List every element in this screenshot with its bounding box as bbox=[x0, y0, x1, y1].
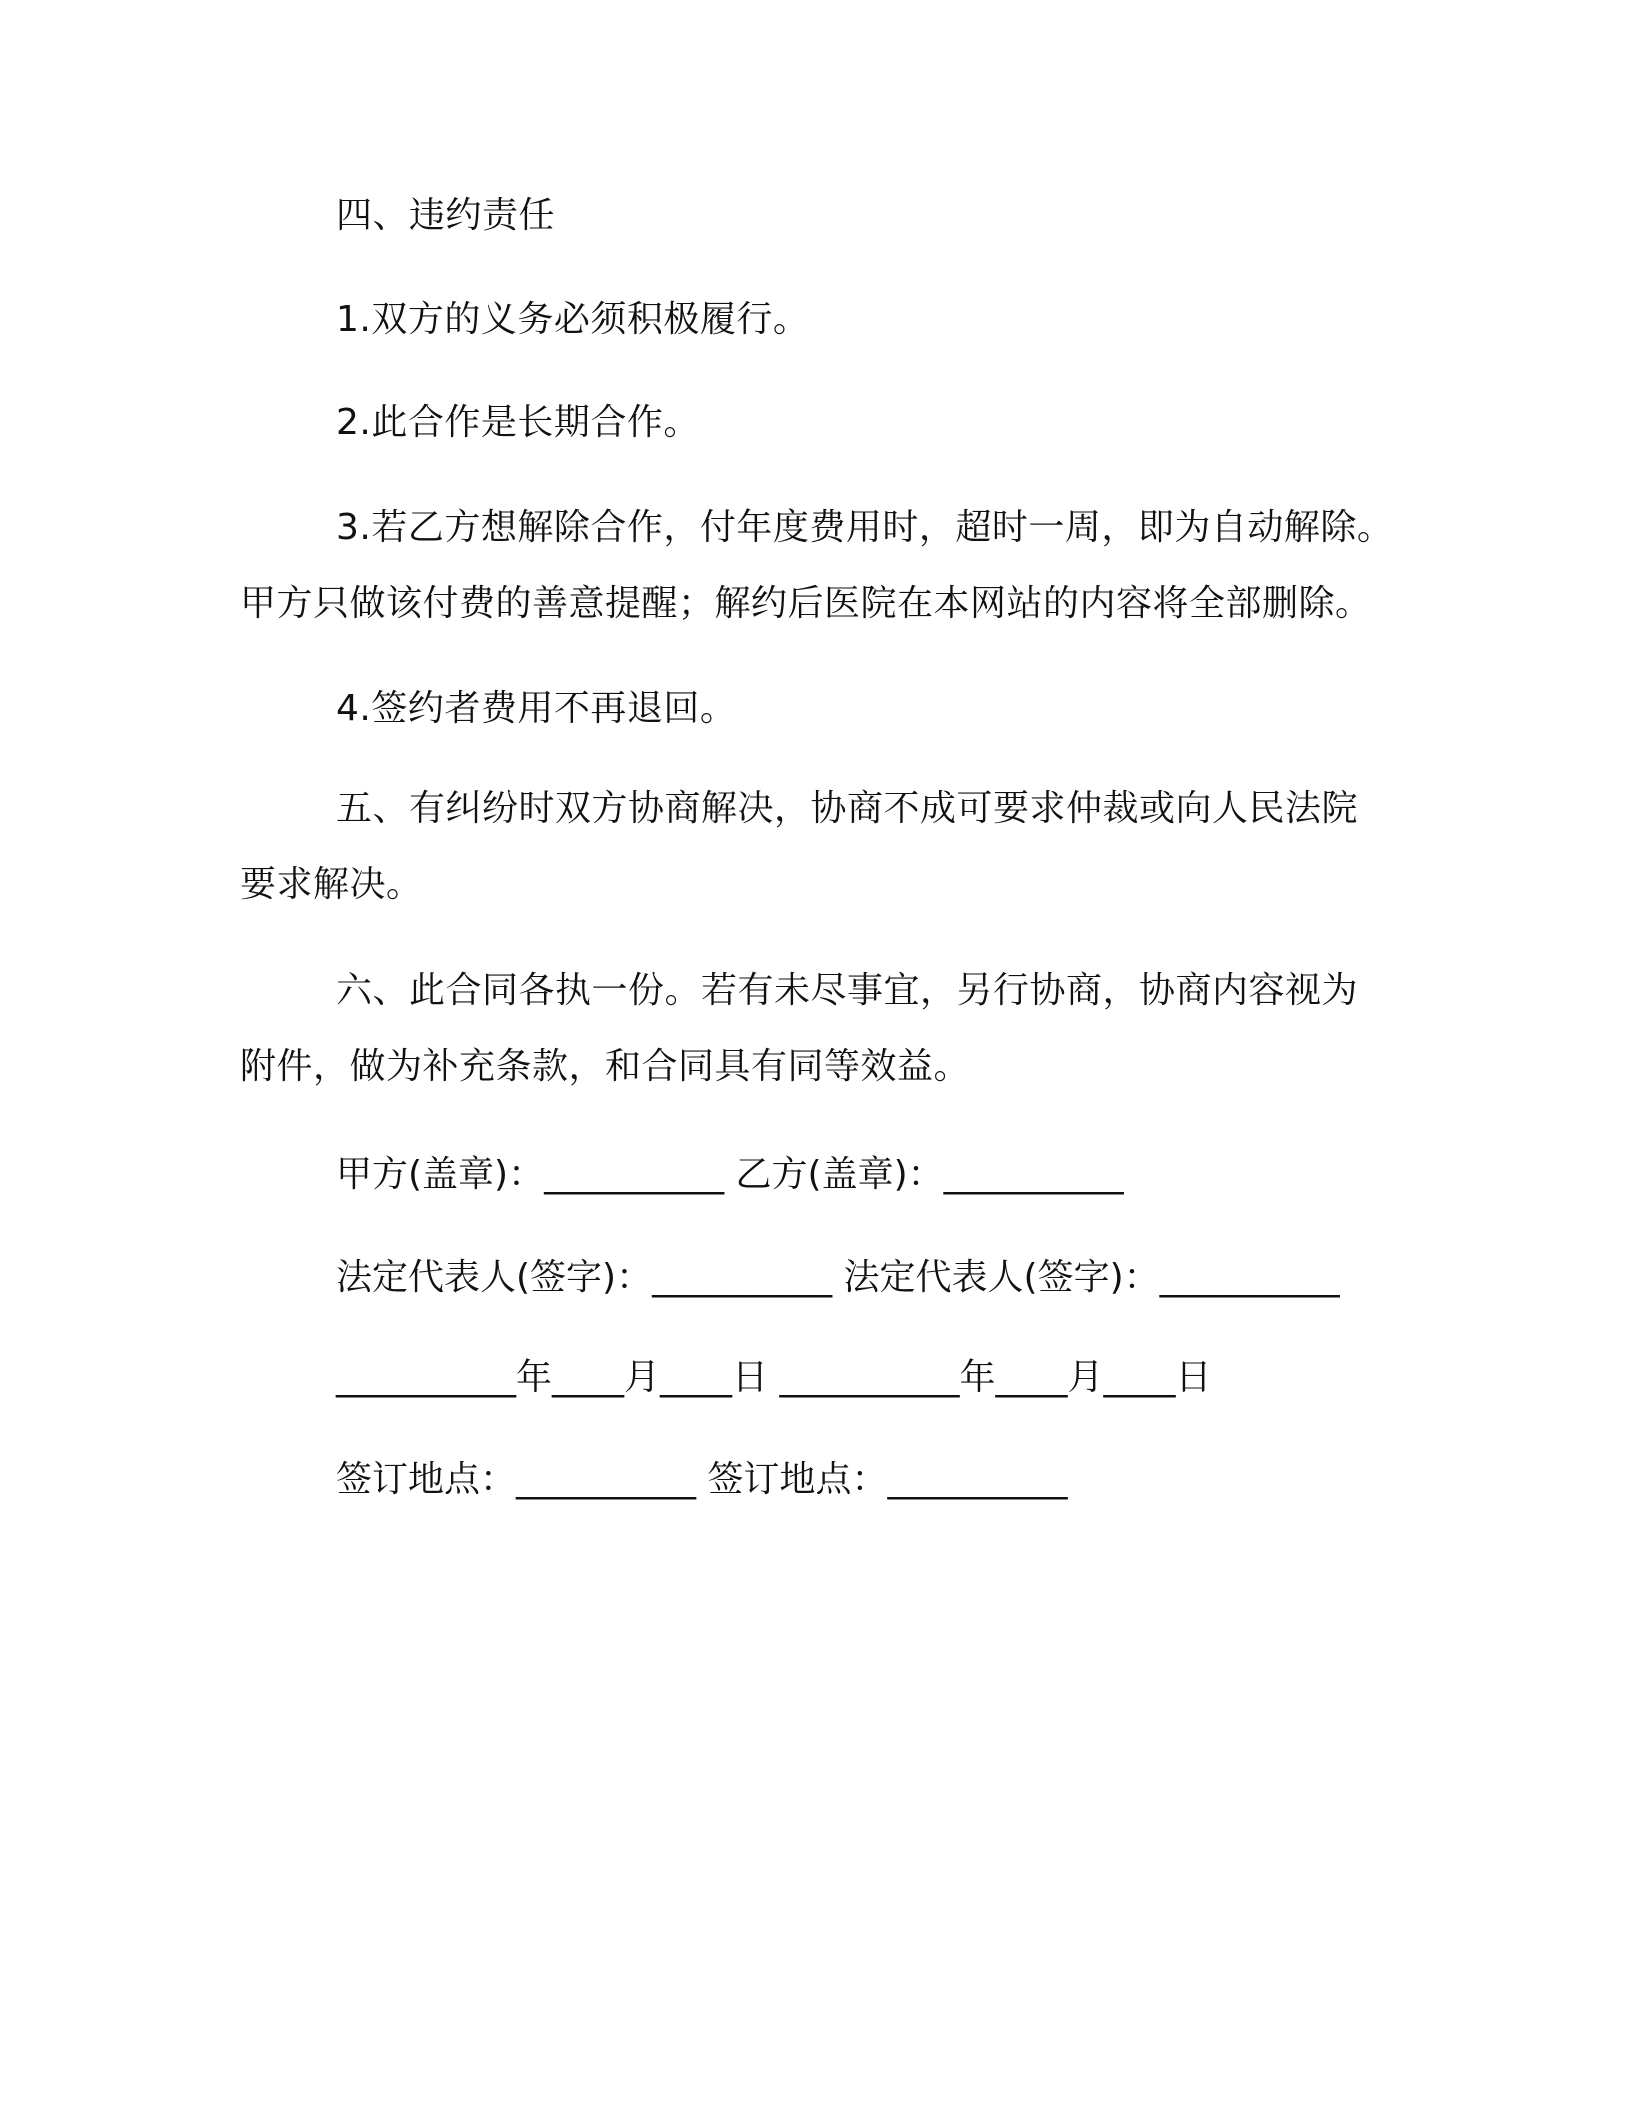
clause-4 bbox=[240, 671, 1392, 747]
document-page bbox=[240, 0, 1392, 2112]
date-line: __________年____月____日 __________年____月____日 bbox=[336, 1357, 1212, 1398]
section-4-heading-text: 四、违约责任 bbox=[336, 195, 556, 236]
section-5-line-1: 五、有纠纷时双方协商解决，协商不成可要求仲裁或向人民法院 bbox=[336, 788, 1359, 829]
clause-3 bbox=[240, 490, 1392, 642]
section-5-line-2: 要求解决。 bbox=[240, 864, 423, 905]
signing-place-line: 签订地点：__________ 签订地点：__________ bbox=[336, 1459, 1068, 1500]
clause-4-text: 4.签约者费用不再退回。 bbox=[336, 688, 737, 729]
clause-3-line-2: 甲方只做该付费的善意提醒；解约后医院在本网站的内容将全部删除。 bbox=[240, 583, 1372, 624]
clause-2 bbox=[240, 385, 1392, 461]
section-4-heading bbox=[240, 178, 1392, 254]
section-6-line-1: 六、此合同各执一份。若有未尽事宜，另行协商，协商内容视为 bbox=[336, 970, 1359, 1011]
clause-1-text: 1.双方的义务必须积极履行。 bbox=[336, 299, 810, 340]
seal-line: 甲方(盖章)：__________ 乙方(盖章)：__________ bbox=[336, 1154, 1124, 1195]
clause-3-line-1: 3.若乙方想解除合作，付年度费用时，超时一周，即为自动解除。 bbox=[336, 507, 1394, 548]
clause-1 bbox=[240, 282, 1392, 358]
section-6-line-2: 附件，做为补充条款，和合同具有同等效益。 bbox=[240, 1046, 971, 1087]
section-6 bbox=[240, 953, 1392, 1105]
clause-2-text: 2.此合作是长期合作。 bbox=[336, 402, 700, 443]
section-5 bbox=[240, 771, 1392, 923]
representative-line: 法定代表人(签字)：__________ 法定代表人(签字)：__________ bbox=[336, 1257, 1340, 1298]
